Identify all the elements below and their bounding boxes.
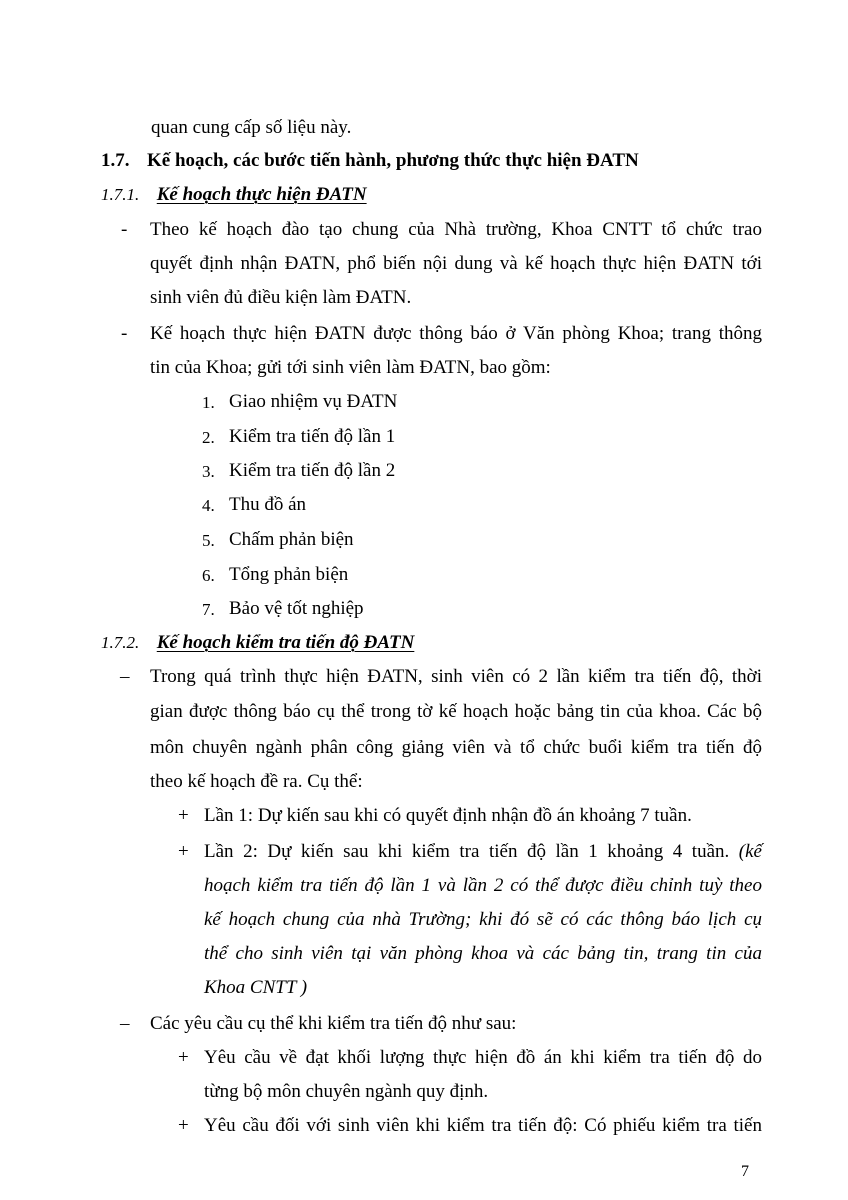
subsection-number-1: 1.7.1.: [101, 185, 140, 204]
schedule-note-line: Khoa CNTT ): [204, 977, 308, 998]
schedule-item-2-text: Lần 2: Dự kiến sau khi kiểm tra tiến độ lần 1 khoảng 4 tuần.: [204, 841, 730, 862]
step-text: Thu đồ án: [229, 494, 307, 515]
plus-marker: +: [178, 841, 189, 862]
subsection-heading-1: [101, 183, 367, 207]
step-number: 4.: [202, 496, 215, 515]
step-number: 1.: [202, 393, 215, 412]
schedule-note-line: thể cho sinh viên tại văn phòng khoa và các bảng tin, trang tin của: [204, 943, 762, 964]
paragraph-line: quyết định nhận ĐATN, phổ biến nội dung và kế hoạch thực hiện ĐATN tới: [150, 253, 762, 274]
paragraph-line: sinh viên đủ điều kiện làm ĐATN.: [150, 287, 412, 308]
paragraph-line: Theo kế hoạch đào tạo chung của Nhà trường, Khoa CNTT tổ chức trao: [150, 219, 762, 240]
paragraph-line: theo kế hoạch đề ra. Cụ thể:: [150, 771, 363, 792]
step-number: 5.: [202, 531, 215, 550]
paragraph-line: tin của Khoa; gửi tới sinh viên làm ĐATN, bao gồm:: [150, 357, 551, 378]
section-title: Kế hoạch, các bước tiến hành, phương thức thực hiện ĐATN: [147, 150, 639, 171]
step-text: Chấm phản biện: [229, 529, 354, 550]
subsection-title-1: Kế hoạch thực hiện ĐATN: [156, 184, 367, 205]
plus-marker: +: [178, 1115, 189, 1136]
plus-marker: +: [178, 1047, 189, 1068]
requirement-line: từng bộ môn chuyên ngành quy định.: [204, 1081, 489, 1102]
step-number: 6.: [202, 566, 215, 585]
section-number: 1.7.: [101, 150, 130, 171]
paragraph-line: gian được thông báo cụ thể trong tờ kế hoạch hoặc bảng tin của khoa. Các bộ: [150, 701, 762, 722]
paragraph-line: Các yêu cầu cụ thể khi kiểm tra tiến độ như sau:: [150, 1013, 517, 1034]
step-text: Tổng phản biện: [229, 564, 349, 585]
step-text: Bảo vệ tốt nghiệp: [229, 598, 364, 619]
requirement-line: Yêu cầu về đạt khối lượng thực hiện đồ án khi kiểm tra tiến độ do: [204, 1047, 762, 1068]
page-number: 7: [741, 1163, 749, 1180]
dash-marker: -: [121, 323, 128, 344]
schedule-item-2: [204, 840, 762, 864]
subsection-heading-2: [101, 631, 414, 655]
schedule-note-line: hoạch kiểm tra tiến độ lần 1 và lần 2 có thể được điều chỉnh tuỳ theo: [204, 875, 762, 896]
plus-marker: +: [178, 805, 189, 826]
dash-marker: –: [120, 1013, 130, 1034]
schedule-note-line: kế hoạch chung của nhà Trường; khi đó sẽ có các thông báo lịch cụ: [204, 909, 762, 930]
step-number: 7.: [202, 600, 215, 619]
requirement-line: Yêu cầu đối với sinh viên khi kiểm tra tiến độ: Có phiếu kiểm tra tiến: [204, 1115, 762, 1136]
section-heading: [101, 149, 639, 173]
step-number: 2.: [202, 428, 215, 447]
paragraph-line: Kế hoạch thực hiện ĐATN được thông báo ở Văn phòng Khoa; trang thông: [150, 323, 762, 344]
step-text: Giao nhiệm vụ ĐATN: [229, 391, 398, 412]
paragraph-line: Trong quá trình thực hiện ĐATN, sinh viên có 2 lần kiểm tra tiến độ, thời: [150, 666, 762, 687]
step-text: Kiểm tra tiến độ lần 1: [229, 426, 396, 447]
step-text: Kiểm tra tiến độ lần 2: [229, 460, 396, 481]
schedule-item-1: Lần 1: Dự kiến sau khi có quyết định nhận đồ án khoảng 7 tuần.: [204, 805, 692, 826]
dash-marker: -: [121, 219, 128, 240]
paragraph-line: môn chuyên ngành phân công giảng viên và tổ chức buổi kiểm tra tiến độ: [150, 737, 762, 758]
step-number: 3.: [202, 462, 215, 481]
continuation-text: quan cung cấp số liệu này.: [151, 117, 352, 138]
subsection-title-2: Kế hoạch kiểm tra tiến độ ĐATN: [156, 632, 415, 653]
dash-marker: –: [120, 666, 130, 687]
subsection-number-2: 1.7.2.: [101, 633, 140, 652]
schedule-item-2-note-start: (kế: [738, 841, 762, 862]
